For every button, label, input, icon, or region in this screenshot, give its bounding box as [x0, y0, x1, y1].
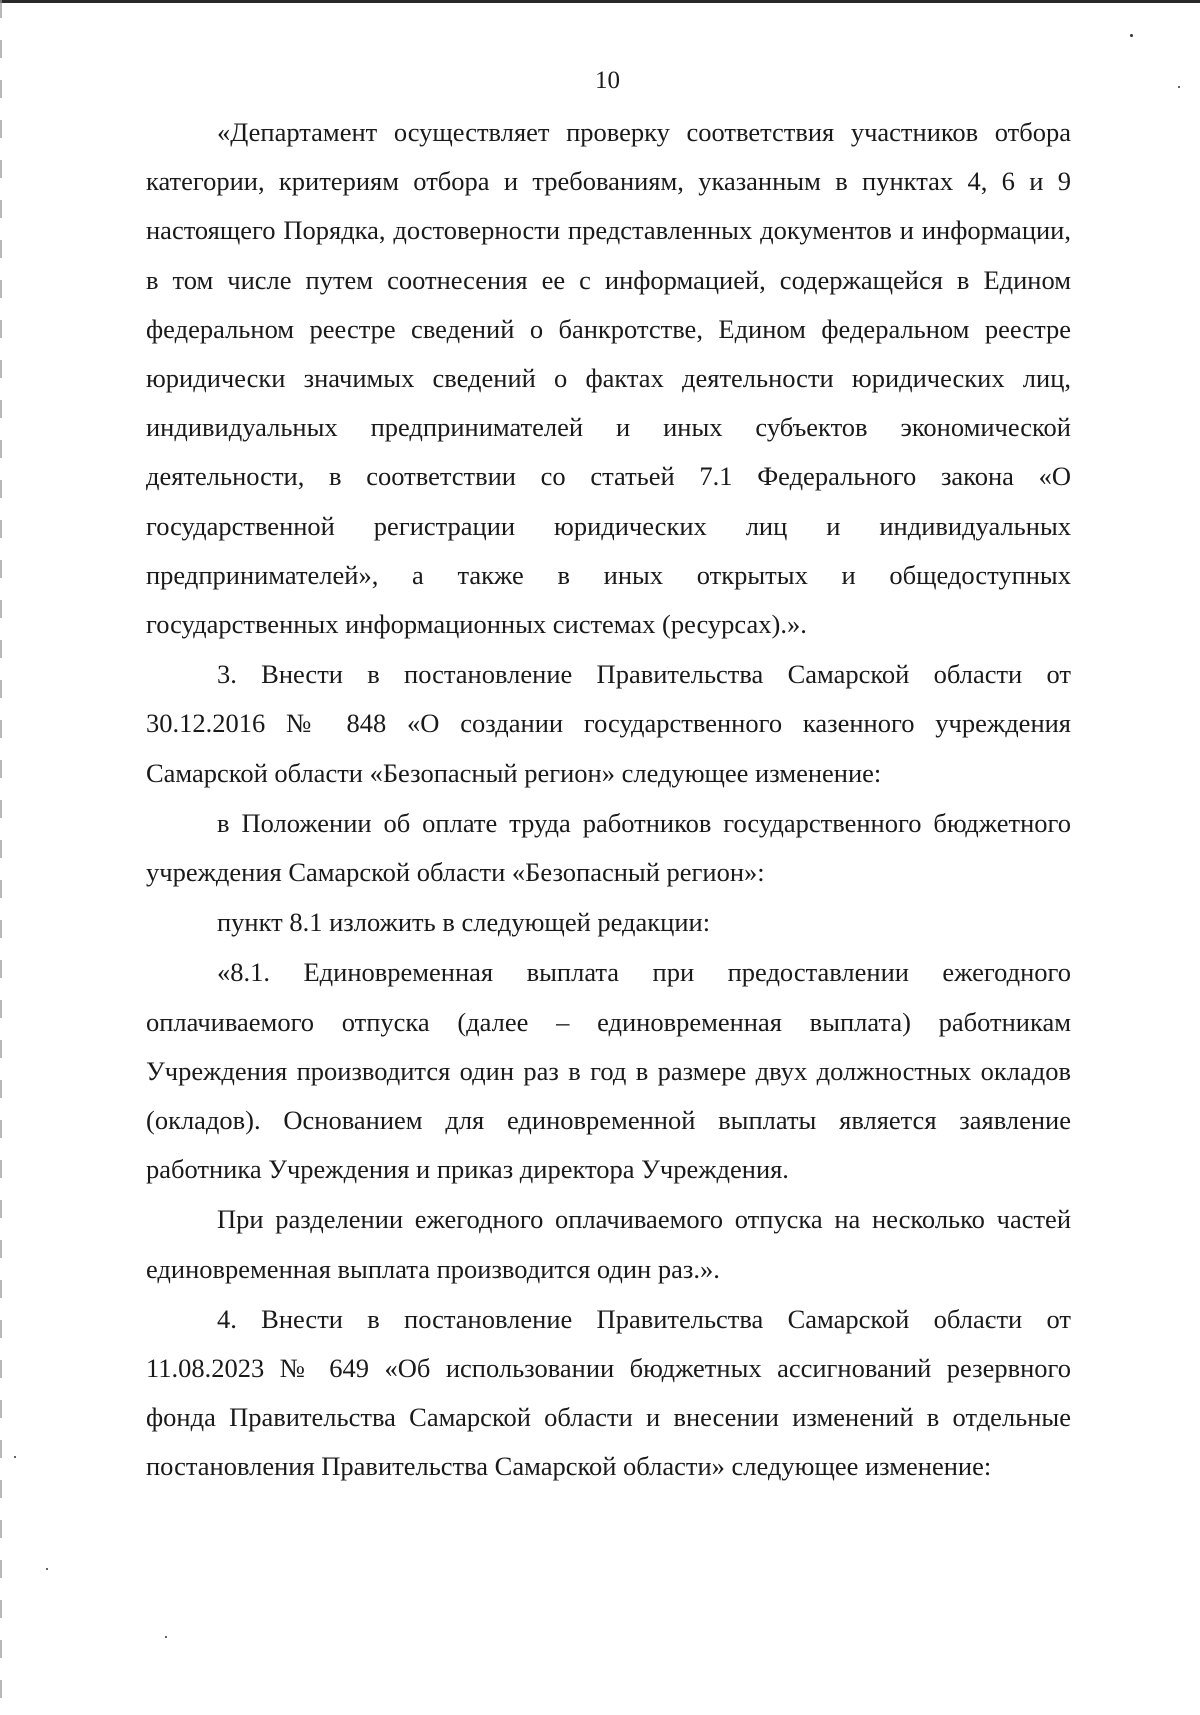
scan-speck: [46, 1568, 48, 1570]
document-body: [146, 108, 1071, 1492]
paragraph-item-4: 4. Внести в постановление Правительства Самарской области от 11.08.2023 № 649 «Об использовании бюджетных ассигнований резервного фонда Правительства Самарской области и внесении изменений в отдельные постановления Правительства Самарской области» следующее изменение:: [146, 1303, 1071, 1482]
scan-top-edge: [0, 0, 1200, 3]
page-number: 10: [595, 67, 620, 94]
paragraph-department-check: «Департамент осуществляет проверку соответствия участников отбора категории, критериям отбора и требованиям, указанным в пунктах 4, 6 и 9 настоящего Порядка, достоверности представленных документов и информации, в том числе путем соотнесения ее с информацией, содержащейся в Едином федеральном реестре сведений о банкротстве, Едином федеральном реестре юридически значимых сведений о фактах деятельности юридических лиц, индивидуальных предпринимателей и иных субъектов экономической деятельности, в соответствии со статьей 7.1 Федерального закона «О государственной регистрации юридических лиц и индивидуальных предпринимателей», а также в иных открытых и общедоступных государственных информационных системах (ресурсах).».: [146, 117, 1071, 640]
paragraph-clause-8-1-intro: пункт 8.1 изложить в следующей редакции:: [217, 907, 711, 938]
paragraph-regulation: в Положении об оплате труда работников государственного бюджетного учреждения Самарской области «Безопасный регион»:: [146, 807, 1071, 888]
paragraph-item-3: 3. Внести в постановление Правительства Самарской области от 30.12.2016 № 848 «О создании государственного казенного учреждения Самарской области «Безопасный регион» следующее изменение:: [146, 659, 1071, 788]
scan-left-edge: [0, 0, 2, 1715]
scan-speck: [1130, 34, 1133, 37]
paragraph-vacation-split: При разделении ежегодного оплачиваемого отпуска на несколько частей единовременная выплата производится один раз.».: [146, 1204, 1071, 1284]
paragraph-clause-8-1: «8.1. Единовременная выплата при предоставлении ежегодного оплачиваемого отпуска (далее – единовременная выплата) работникам Учреждения производится один раз в год в размере двух должностных окладов (окладов). Основанием для единовременной выплаты является заявление работника Учреждения и приказ директора Учреждения.: [146, 957, 1071, 1185]
scan-speck: [165, 1636, 167, 1638]
scan-speck: [14, 1456, 16, 1458]
